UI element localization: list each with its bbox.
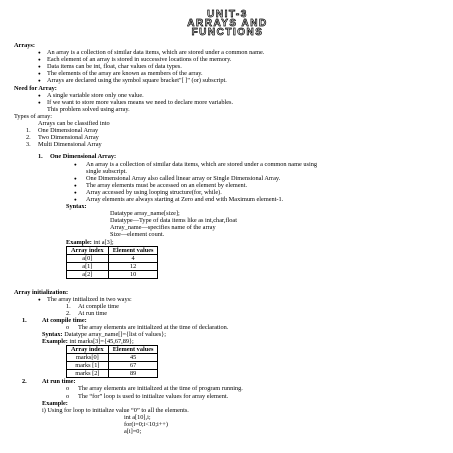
one-d-bullet: ● Array elements are always starting at Zero and end with Maximum element-1. <box>14 196 441 203</box>
one-d-example-code: int a[3]; <box>93 238 114 246</box>
one-d-bullet-line: An array is a collection of similar data items, which are stored under a common name using <box>86 160 317 168</box>
arrays-bullet: ● The elements of the array are known as members of the array. <box>14 70 441 77</box>
one-d-bullet-list <box>14 161 441 204</box>
title-line-2: ARRAYS AND <box>187 18 268 29</box>
one-d-syntax-line: Datatype—Type of data items like as int,char,float <box>110 217 237 225</box>
need-bullet-list <box>14 92 441 106</box>
types-item-label: One Dimensional Array <box>38 127 99 135</box>
compile-example-label: Example: <box>42 338 68 346</box>
table-header-row <box>67 346 158 354</box>
unit-title <box>14 10 441 37</box>
one-d-example <box>14 239 441 246</box>
one-d-syntax-line: Datatype array_name[size]; <box>110 210 180 218</box>
table-row <box>67 262 158 270</box>
title-line-1: UNIT-3 <box>207 9 248 20</box>
types-item-number: 2. <box>26 134 31 142</box>
one-d-number: 1. <box>38 153 43 161</box>
init-heading: Array initialization: <box>14 288 69 296</box>
types-item-number: 3. <box>26 141 31 149</box>
one-d-table <box>66 246 158 279</box>
runtime-code-line: for(i=0;i<10;i++) <box>124 420 168 428</box>
one-d-syntax-label: Syntax: <box>66 203 87 211</box>
runtime-item: o The “for” loop is used to initialize values for array element. <box>66 392 229 400</box>
types-intro: Arrays can be classified into <box>38 120 110 128</box>
title-line-3: FUNCTIONS <box>191 27 264 38</box>
compile-syntax-label: Syntax: <box>42 331 63 339</box>
one-d-syntax-line: Array_name—specifies name of the array <box>110 224 216 232</box>
one-d-heading <box>14 153 441 160</box>
runtime-code-line: int a[10],i; <box>124 413 151 421</box>
compile-syntax-code: Datatype array_name[]={list of values}; <box>64 331 166 339</box>
init-way-label: At compile time <box>78 302 119 310</box>
compile-example-code: int marks[3]={45,67,89}; <box>69 338 134 346</box>
compile-example <box>14 338 441 345</box>
init-way <box>14 310 441 317</box>
table-cell: 12 <box>108 262 158 270</box>
table-row <box>67 362 158 370</box>
table-header-cell: Element values <box>108 246 158 254</box>
runtime-heading <box>14 378 441 385</box>
arrays-heading: Arrays: <box>14 42 35 49</box>
table-header-cell: Element values <box>108 346 158 354</box>
table-header-cell: Array index <box>67 246 109 254</box>
init-way <box>14 303 441 310</box>
types-item-number: 1. <box>26 127 31 135</box>
table-cell: a[0] <box>67 254 109 262</box>
arrays-bullet: ● Arrays are declared using the symbol square bracket"[ ]" (or) subscript. <box>14 77 441 84</box>
table-cell: 4 <box>108 254 158 262</box>
types-item <box>14 134 441 141</box>
table-cell: marks[0] <box>67 354 109 362</box>
runtime-code-line: a[i]=0; <box>124 428 142 436</box>
table-cell: marks [1] <box>67 362 109 370</box>
runtime-item-text: The “for” loop is used to initialize values for array element. <box>78 392 229 400</box>
init-bullet-list <box>14 296 441 303</box>
need-bullet: ● If we want to store more values means we need to declare more variables. <box>14 99 441 106</box>
types-item <box>14 127 441 134</box>
compile-table <box>66 345 158 378</box>
compile-heading <box>14 317 441 324</box>
runtime-item-text: The array elements are initialized at the time of program running. <box>78 385 243 393</box>
compile-item: o The array elements are initialized at the time of declaration. <box>66 324 229 332</box>
table-cell: 45 <box>108 354 158 362</box>
init-way-number: 1. <box>66 302 71 310</box>
one-d-title: One Dimensional Array: <box>50 153 117 161</box>
compile-item-text: The array elements are initialized at the time of declaration. <box>78 324 229 332</box>
runtime-example-label: Example: <box>42 399 68 407</box>
arrays-bullet: ● Each element of an array is stored in successive locations of the memory. <box>14 56 441 63</box>
need-heading: Need for Array: <box>14 84 57 92</box>
compile-syntax <box>14 331 441 338</box>
table-header-row <box>67 246 158 254</box>
table-row <box>67 354 158 362</box>
arrays-bullet-list <box>14 49 441 84</box>
types-item-label: Two Dimensional Array <box>38 134 99 142</box>
need-bullet: ● A single variable store only one value. <box>14 92 441 99</box>
table-row <box>67 370 158 378</box>
arrays-bullet: ● An array is a collection of similar data items, which are stored under a common name. <box>14 49 441 56</box>
init-way-number: 2. <box>66 309 71 317</box>
compile-title: At compile time: <box>42 317 87 324</box>
types-heading: Types of array: <box>14 112 53 120</box>
one-d-bullet: ● One Dimensional Array also called linear array or Single Dimensional Array. <box>14 175 441 182</box>
one-d-bullet: ● Array accessed by using looping structure(for, while). <box>14 189 441 196</box>
one-d-syntax-line: Size—element count. <box>110 231 165 239</box>
types-item <box>14 141 441 148</box>
arrays-bullet: ● Data items can be int, float, char values of data types. <box>14 63 441 70</box>
table-cell: 10 <box>108 270 158 278</box>
init-way-label: At run time <box>78 309 108 317</box>
runtime-number: 2. <box>22 378 27 386</box>
types-item-label: Multi Dimensional Array <box>38 141 102 149</box>
table-row <box>67 254 158 262</box>
table-row <box>67 270 158 278</box>
table-header-cell: Array index <box>67 346 109 354</box>
one-d-example-label: Example: <box>66 238 92 246</box>
table-cell: 89 <box>108 370 158 378</box>
one-d-bullet: ● The array elements must be accessed on an element by element. <box>14 182 441 189</box>
need-note: This problem solved using array. <box>47 105 130 113</box>
table-cell: a[2] <box>67 270 109 278</box>
runtime-example-text: i) Using for loop to initialize value “0” to all the elements. <box>42 406 189 414</box>
runtime-item: o The array elements are initialized at the time of program running. <box>66 385 243 393</box>
compile-number: 1. <box>22 317 27 324</box>
one-d-bullet <box>14 161 441 175</box>
init-bullet: ● The array initialized in two ways: <box>14 296 441 303</box>
one-d-bullet-line: single subscript. <box>86 167 127 175</box>
runtime-title: At run time: <box>42 378 76 386</box>
table-cell: 67 <box>108 362 158 370</box>
table-cell: a[1] <box>67 262 109 270</box>
table-cell: marks [2] <box>67 370 109 378</box>
